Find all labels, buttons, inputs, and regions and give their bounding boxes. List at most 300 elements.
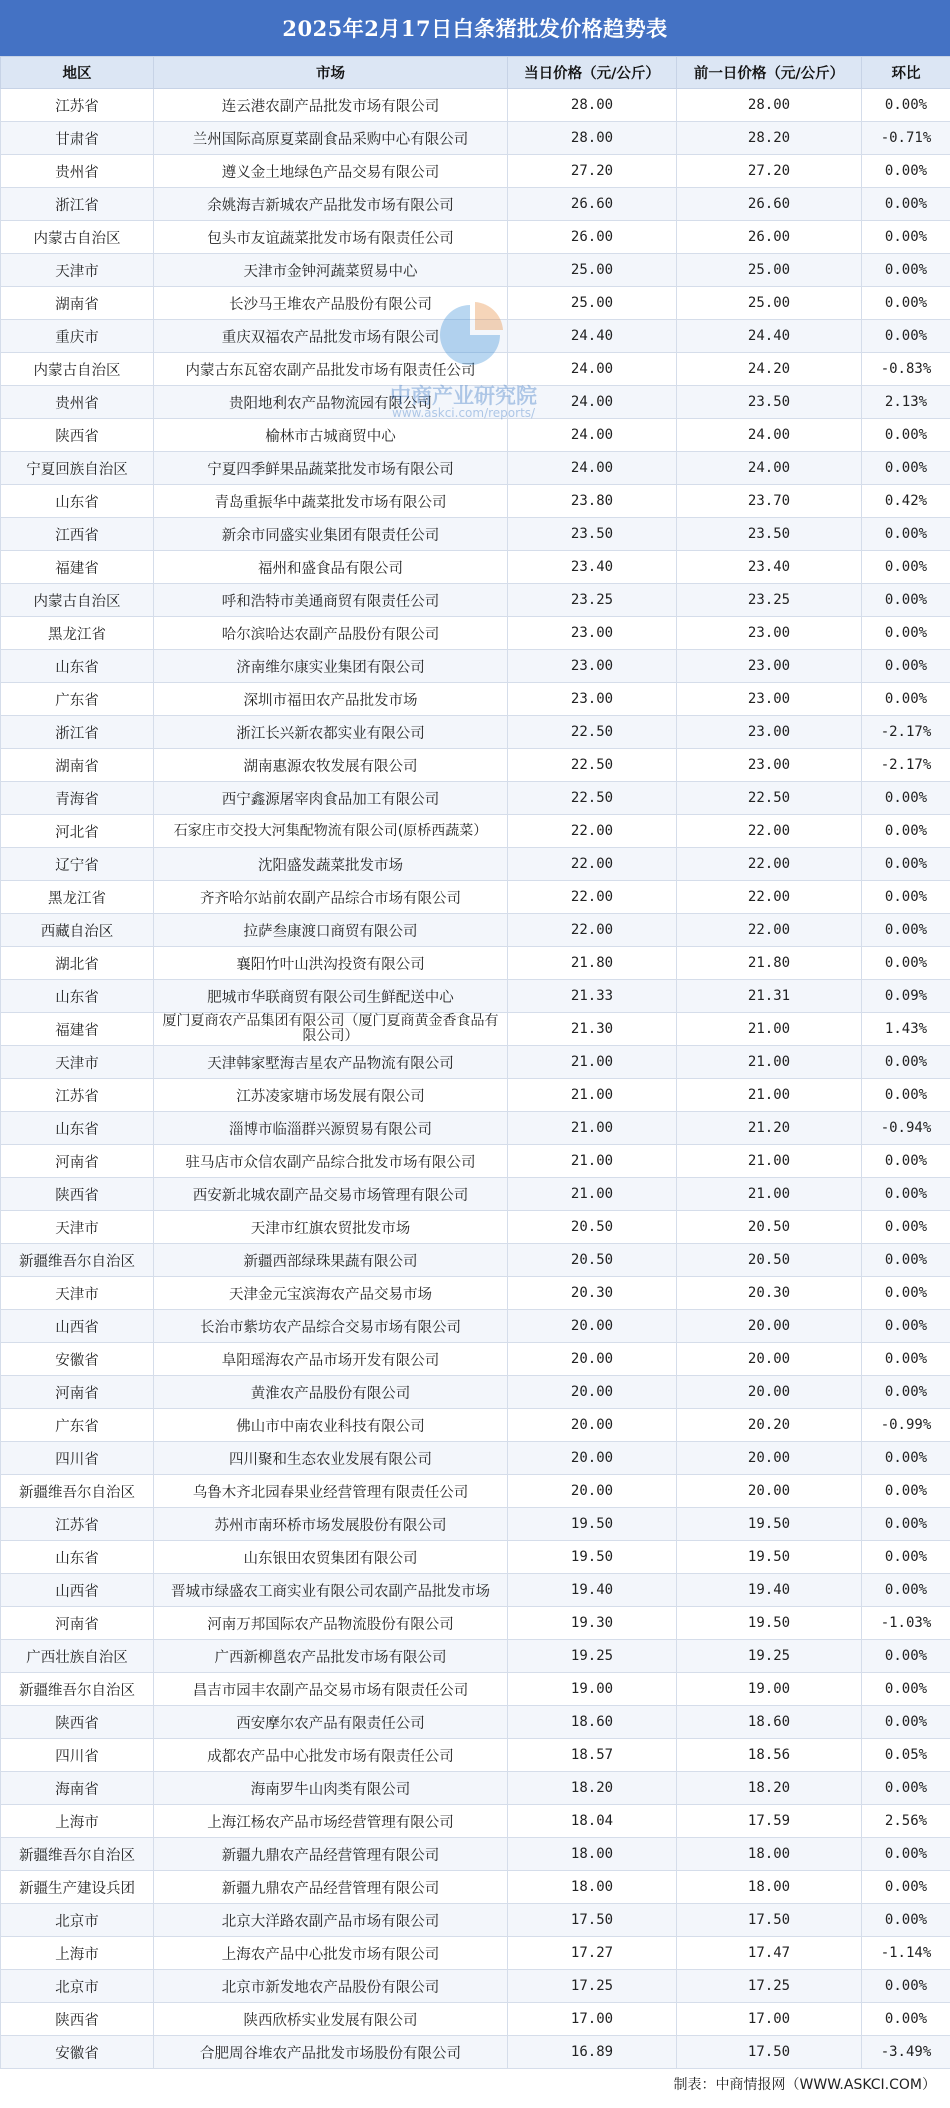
cell-region: 内蒙古自治区 [1,221,154,254]
table-row [1,1574,950,1607]
cell-price-today: 22.50 [508,749,677,782]
cell-change: 0.00% [862,947,950,980]
cell-price-today: 17.50 [508,1904,677,1937]
cell-region: 安徽省 [1,2036,154,2069]
cell-change: 0.00% [862,155,950,188]
cell-region: 内蒙古自治区 [1,584,154,617]
cell-change: 0.00% [862,1904,950,1937]
cell-price-previous: 22.00 [677,815,862,848]
cell-price-today: 23.40 [508,551,677,584]
table-row [1,815,950,848]
cell-price-today: 20.50 [508,1211,677,1244]
cell-region: 新疆维吾尔自治区 [1,1244,154,1277]
table-row [1,254,950,287]
table-row [1,1277,950,1310]
table-row [1,188,950,221]
cell-price-today: 20.30 [508,1277,677,1310]
table-row [1,782,950,815]
cell-price-today: 21.00 [508,1046,677,1079]
cell-price-previous: 24.40 [677,320,862,353]
cell-region: 上海市 [1,1937,154,1970]
cell-price-previous: 23.00 [677,650,862,683]
table-row [1,650,950,683]
cell-price-today: 23.25 [508,584,677,617]
table-row [1,1442,950,1475]
table-row [1,716,950,749]
cell-price-previous: 21.80 [677,947,862,980]
cell-market: 西安摩尔农产品有限责任公司 [154,1706,508,1739]
cell-change: 0.00% [862,914,950,947]
cell-market: 西宁鑫源屠宰肉食品加工有限公司 [154,782,508,815]
cell-region: 宁夏回族自治区 [1,452,154,485]
cell-change: 0.00% [862,650,950,683]
cell-price-previous: 18.56 [677,1739,862,1772]
table-row [1,287,950,320]
table-row [1,584,950,617]
cell-change: 0.00% [862,1475,950,1508]
cell-market: 山东银田农贸集团有限公司 [154,1541,508,1574]
cell-change: 0.00% [862,815,950,848]
cell-market: 哈尔滨哈达农副产品股份有限公司 [154,617,508,650]
cell-change: 0.00% [862,2003,950,2036]
cell-market: 驻马店市众信农副产品综合批发市场有限公司 [154,1145,508,1178]
table-row [1,320,950,353]
cell-region: 陕西省 [1,1706,154,1739]
cell-region: 陕西省 [1,1178,154,1211]
cell-price-today: 17.25 [508,1970,677,2003]
cell-region: 黑龙江省 [1,881,154,914]
table-row [1,551,950,584]
cell-market: 四川聚和生态农业发展有限公司 [154,1442,508,1475]
cell-price-previous: 19.25 [677,1640,862,1673]
cell-price-previous: 17.50 [677,1904,862,1937]
cell-change: 0.00% [862,1508,950,1541]
cell-price-today: 20.00 [508,1376,677,1409]
cell-market: 天津市红旗农贸批发市场 [154,1211,508,1244]
cell-market: 陕西欣桥实业发展有限公司 [154,2003,508,2036]
cell-change: 0.00% [862,1640,950,1673]
cell-price-today: 19.50 [508,1541,677,1574]
table-row [1,947,950,980]
cell-price-previous: 24.00 [677,452,862,485]
cell-market: 济南维尔康实业集团有限公司 [154,650,508,683]
cell-price-previous: 18.00 [677,1871,862,1904]
cell-market: 齐齐哈尔站前农副产品综合市场有限公司 [154,881,508,914]
cell-change: -0.83% [862,353,950,386]
cell-price-today: 28.00 [508,89,677,122]
table-row [1,1211,950,1244]
cell-region: 内蒙古自治区 [1,353,154,386]
table-row [1,1970,950,2003]
table-row [1,452,950,485]
cell-market: 深圳市福田农产品批发市场 [154,683,508,716]
cell-market: 上海江杨农产品市场经营管理有限公司 [154,1805,508,1838]
table-row [1,485,950,518]
table-row [1,1376,950,1409]
cell-price-previous: 21.00 [677,1178,862,1211]
cell-change: 0.00% [862,1970,950,2003]
header-change: 环比 [862,57,950,89]
table-row [1,89,950,122]
cell-market: 天津市金钟河蔬菜贸易中心 [154,254,508,287]
cell-price-today: 24.40 [508,320,677,353]
cell-market: 湖南惠源农牧发展有限公司 [154,749,508,782]
cell-market: 长治市紫坊农产品综合交易市场有限公司 [154,1310,508,1343]
table-row [1,1772,950,1805]
cell-change: -1.14% [862,1937,950,1970]
cell-market: 宁夏四季鲜果品蔬菜批发市场有限公司 [154,452,508,485]
cell-change: -1.03% [862,1607,950,1640]
cell-price-previous: 18.00 [677,1838,862,1871]
table-row [1,1178,950,1211]
cell-region: 福建省 [1,1013,154,1046]
cell-market: 合肥周谷堆农产品批发市场股份有限公司 [154,2036,508,2069]
cell-market: 昌吉市园丰农副产品交易市场有限责任公司 [154,1673,508,1706]
cell-change: 0.00% [862,188,950,221]
cell-price-today: 20.00 [508,1343,677,1376]
cell-price-previous: 22.00 [677,848,862,881]
table-row [1,1409,950,1442]
cell-price-today: 20.00 [508,1475,677,1508]
cell-price-previous: 18.20 [677,1772,862,1805]
cell-price-today: 22.00 [508,914,677,947]
table-row [1,1079,950,1112]
cell-region: 天津市 [1,1046,154,1079]
cell-price-previous: 26.60 [677,188,862,221]
cell-change: 0.00% [862,782,950,815]
table-row [1,1838,950,1871]
table-row [1,1904,950,1937]
cell-price-today: 21.00 [508,1079,677,1112]
cell-market: 阜阳瑶海农产品市场开发有限公司 [154,1343,508,1376]
header-price-previous: 前一日价格（元/公斤） [677,57,862,89]
cell-market: 遵义金土地绿色产品交易有限公司 [154,155,508,188]
cell-change: 0.00% [862,683,950,716]
cell-price-previous: 28.20 [677,122,862,155]
cell-market: 包头市友谊蔬菜批发市场有限责任公司 [154,221,508,254]
table-row [1,1475,950,1508]
table-row [1,980,950,1013]
cell-market: 河南万邦国际农产品物流股份有限公司 [154,1607,508,1640]
cell-price-today: 23.00 [508,617,677,650]
cell-price-previous: 23.50 [677,386,862,419]
table-row [1,1046,950,1079]
cell-price-previous: 19.50 [677,1607,862,1640]
cell-change: 0.00% [862,1211,950,1244]
table-row [1,155,950,188]
table-row [1,122,950,155]
cell-market: 厦门夏商农产品集团有限公司（厦门夏商黄金香食品有限公司） [154,1013,508,1046]
cell-price-today: 27.20 [508,155,677,188]
cell-market: 新疆西部绿珠果蔬有限公司 [154,1244,508,1277]
table-row [1,1937,950,1970]
table-row [1,1871,950,1904]
cell-price-today: 22.50 [508,716,677,749]
cell-price-previous: 20.50 [677,1244,862,1277]
cell-market: 兰州国际高原夏菜副食品采购中心有限公司 [154,122,508,155]
cell-price-today: 23.50 [508,518,677,551]
cell-change: 0.00% [862,1871,950,1904]
cell-price-previous: 20.00 [677,1343,862,1376]
cell-price-previous: 22.50 [677,782,862,815]
cell-price-previous: 25.00 [677,254,862,287]
cell-price-today: 21.80 [508,947,677,980]
cell-region: 山东省 [1,1112,154,1145]
cell-change: 0.00% [862,452,950,485]
cell-market: 重庆双福农产品批发市场有限公司 [154,320,508,353]
cell-region: 新疆生产建设兵团 [1,1871,154,1904]
cell-region: 新疆维吾尔自治区 [1,1475,154,1508]
cell-price-previous: 21.00 [677,1013,862,1046]
cell-price-previous: 23.00 [677,683,862,716]
table-row [1,1508,950,1541]
cell-region: 福建省 [1,551,154,584]
cell-region: 湖北省 [1,947,154,980]
cell-market: 连云港农副产品批发市场有限公司 [154,89,508,122]
cell-price-previous: 20.00 [677,1376,862,1409]
cell-price-previous: 17.59 [677,1805,862,1838]
header-price-today: 当日价格（元/公斤） [508,57,677,89]
cell-price-previous: 23.25 [677,584,862,617]
table-row [1,1607,950,1640]
cell-price-previous: 18.60 [677,1706,862,1739]
cell-market: 浙江长兴新农都实业有限公司 [154,716,508,749]
header-market: 市场 [154,57,508,89]
table-title: 2025年2月17日白条猪批发价格趋势表 [0,0,950,56]
cell-change: 0.00% [862,1541,950,1574]
cell-price-today: 25.00 [508,254,677,287]
cell-region: 江西省 [1,518,154,551]
cell-market: 余姚海吉新城农产品批发市场有限公司 [154,188,508,221]
cell-region: 河南省 [1,1607,154,1640]
cell-region: 贵州省 [1,155,154,188]
cell-price-today: 21.33 [508,980,677,1013]
table-row [1,914,950,947]
table-row [1,1739,950,1772]
cell-market: 新余市同盛实业集团有限责任公司 [154,518,508,551]
cell-region: 湖南省 [1,749,154,782]
cell-region: 河北省 [1,815,154,848]
cell-market: 北京大洋路农副产品市场有限公司 [154,1904,508,1937]
cell-region: 新疆维吾尔自治区 [1,1838,154,1871]
cell-market: 青岛重振华中蔬菜批发市场有限公司 [154,485,508,518]
cell-price-today: 20.00 [508,1442,677,1475]
cell-market: 佛山市中南农业科技有限公司 [154,1409,508,1442]
cell-region: 山东省 [1,650,154,683]
cell-region: 四川省 [1,1442,154,1475]
cell-region: 天津市 [1,1277,154,1310]
cell-price-today: 26.60 [508,188,677,221]
cell-change: 0.00% [862,1343,950,1376]
cell-price-today: 21.00 [508,1145,677,1178]
footer-source: 制表：中商情报网（WWW.ASKCI.COM） [673,2077,936,2093]
cell-price-previous: 22.00 [677,881,862,914]
cell-market: 天津韩家墅海吉星农产品物流有限公司 [154,1046,508,1079]
cell-price-previous: 20.00 [677,1442,862,1475]
cell-region: 山东省 [1,980,154,1013]
cell-change: 0.00% [862,1772,950,1805]
table-row [1,683,950,716]
cell-price-previous: 23.50 [677,518,862,551]
cell-price-previous: 20.20 [677,1409,862,1442]
cell-region: 浙江省 [1,716,154,749]
cell-region: 四川省 [1,1739,154,1772]
cell-price-today: 22.00 [508,881,677,914]
cell-region: 青海省 [1,782,154,815]
price-table [0,56,950,2069]
cell-market: 海南罗牛山肉类有限公司 [154,1772,508,1805]
cell-change: -0.99% [862,1409,950,1442]
cell-change: 0.00% [862,1706,950,1739]
cell-region: 山西省 [1,1310,154,1343]
cell-market: 榆林市古城商贸中心 [154,419,508,452]
cell-region: 山东省 [1,1541,154,1574]
cell-price-previous: 19.50 [677,1508,862,1541]
cell-market: 贵阳地利农产品物流园有限公司 [154,386,508,419]
cell-change: 0.00% [862,518,950,551]
cell-change: 0.00% [862,1178,950,1211]
cell-price-today: 18.60 [508,1706,677,1739]
table-row [1,1112,950,1145]
cell-change: 0.00% [862,848,950,881]
cell-price-today: 18.04 [508,1805,677,1838]
cell-price-today: 21.00 [508,1112,677,1145]
cell-region: 广东省 [1,683,154,716]
cell-market: 成都农产品中心批发市场有限责任公司 [154,1739,508,1772]
cell-region: 西藏自治区 [1,914,154,947]
table-row [1,617,950,650]
cell-price-today: 16.89 [508,2036,677,2069]
cell-region: 山西省 [1,1574,154,1607]
cell-market: 呼和浩特市美通商贸有限责任公司 [154,584,508,617]
table-row [1,1013,950,1046]
cell-market: 内蒙古东瓦窑农副产品批发市场有限责任公司 [154,353,508,386]
cell-region: 天津市 [1,1211,154,1244]
cell-change: 0.00% [862,1079,950,1112]
cell-price-previous: 24.00 [677,419,862,452]
cell-price-previous: 23.00 [677,617,862,650]
header-row [1,57,950,89]
cell-price-today: 19.00 [508,1673,677,1706]
cell-price-today: 24.00 [508,353,677,386]
cell-market: 长沙马王堆农产品股份有限公司 [154,287,508,320]
cell-price-today: 18.20 [508,1772,677,1805]
cell-change: -0.94% [862,1112,950,1145]
cell-price-previous: 27.20 [677,155,862,188]
table-row [1,2003,950,2036]
cell-price-today: 19.40 [508,1574,677,1607]
cell-price-today: 22.50 [508,782,677,815]
cell-price-today: 17.00 [508,2003,677,2036]
cell-change: 0.00% [862,1838,950,1871]
cell-price-today: 22.00 [508,815,677,848]
cell-region: 甘肃省 [1,122,154,155]
cell-market: 新疆九鼎农产品经营管理有限公司 [154,1871,508,1904]
cell-change: 0.00% [862,1442,950,1475]
cell-region: 山东省 [1,485,154,518]
cell-price-today: 23.80 [508,485,677,518]
cell-price-today: 24.00 [508,419,677,452]
cell-change: 0.05% [862,1739,950,1772]
cell-market: 天津金元宝滨海农产品交易市场 [154,1277,508,1310]
watermark-name: 中商产业研究院 [390,384,537,408]
cell-market: 拉萨叁康渡口商贸有限公司 [154,914,508,947]
table-row [1,1541,950,1574]
cell-market: 乌鲁木齐北园春果业经营管理有限责任公司 [154,1475,508,1508]
cell-price-previous: 21.00 [677,1145,862,1178]
cell-change: 0.00% [862,1310,950,1343]
cell-change: -2.17% [862,716,950,749]
cell-price-today: 19.30 [508,1607,677,1640]
table-row [1,353,950,386]
cell-price-today: 28.00 [508,122,677,155]
cell-price-today: 23.00 [508,650,677,683]
cell-price-today: 21.00 [508,1178,677,1211]
table-row [1,749,950,782]
cell-price-previous: 19.40 [677,1574,862,1607]
cell-region: 河南省 [1,1376,154,1409]
table-row [1,1673,950,1706]
cell-price-previous: 24.20 [677,353,862,386]
table-row [1,221,950,254]
cell-price-previous: 23.00 [677,749,862,782]
cell-region: 海南省 [1,1772,154,1805]
cell-change: -2.17% [862,749,950,782]
cell-price-previous: 20.00 [677,1475,862,1508]
cell-change: 0.00% [862,1244,950,1277]
table-row [1,1310,950,1343]
cell-market: 新疆九鼎农产品经营管理有限公司 [154,1838,508,1871]
cell-market: 福州和盛食品有限公司 [154,551,508,584]
cell-region: 上海市 [1,1805,154,1838]
cell-price-previous: 17.00 [677,2003,862,2036]
cell-market: 广西新柳邕农产品批发市场有限公司 [154,1640,508,1673]
cell-change: 0.00% [862,1145,950,1178]
cell-price-previous: 17.25 [677,1970,862,2003]
table-row [1,881,950,914]
table-row [1,1706,950,1739]
cell-price-previous: 28.00 [677,89,862,122]
cell-change: 0.00% [862,1046,950,1079]
cell-market: 北京市新发地农产品股份有限公司 [154,1970,508,2003]
cell-price-today: 18.57 [508,1739,677,1772]
cell-region: 北京市 [1,1970,154,2003]
cell-change: 0.00% [862,584,950,617]
table-row [1,419,950,452]
cell-price-today: 26.00 [508,221,677,254]
cell-price-today: 20.00 [508,1310,677,1343]
cell-market: 黄淮农产品股份有限公司 [154,1376,508,1409]
cell-region: 江苏省 [1,1079,154,1112]
cell-market: 苏州市南环桥市场发展股份有限公司 [154,1508,508,1541]
cell-region: 贵州省 [1,386,154,419]
cell-price-previous: 26.00 [677,221,862,254]
table-row [1,386,950,419]
cell-price-previous: 17.50 [677,2036,862,2069]
cell-change: 0.42% [862,485,950,518]
cell-region: 河南省 [1,1145,154,1178]
cell-market: 西安新北城农副产品交易市场管理有限公司 [154,1178,508,1211]
cell-price-today: 20.50 [508,1244,677,1277]
cell-price-previous: 22.00 [677,914,862,947]
cell-market: 肥城市华联商贸有限公司生鲜配送中心 [154,980,508,1013]
cell-market: 江苏凌家塘市场发展有限公司 [154,1079,508,1112]
cell-price-previous: 17.47 [677,1937,862,1970]
cell-change: 0.00% [862,1574,950,1607]
cell-change: 2.56% [862,1805,950,1838]
cell-market: 沈阳盛发蔬菜批发市场 [154,848,508,881]
cell-market: 上海农产品中心批发市场有限公司 [154,1937,508,1970]
